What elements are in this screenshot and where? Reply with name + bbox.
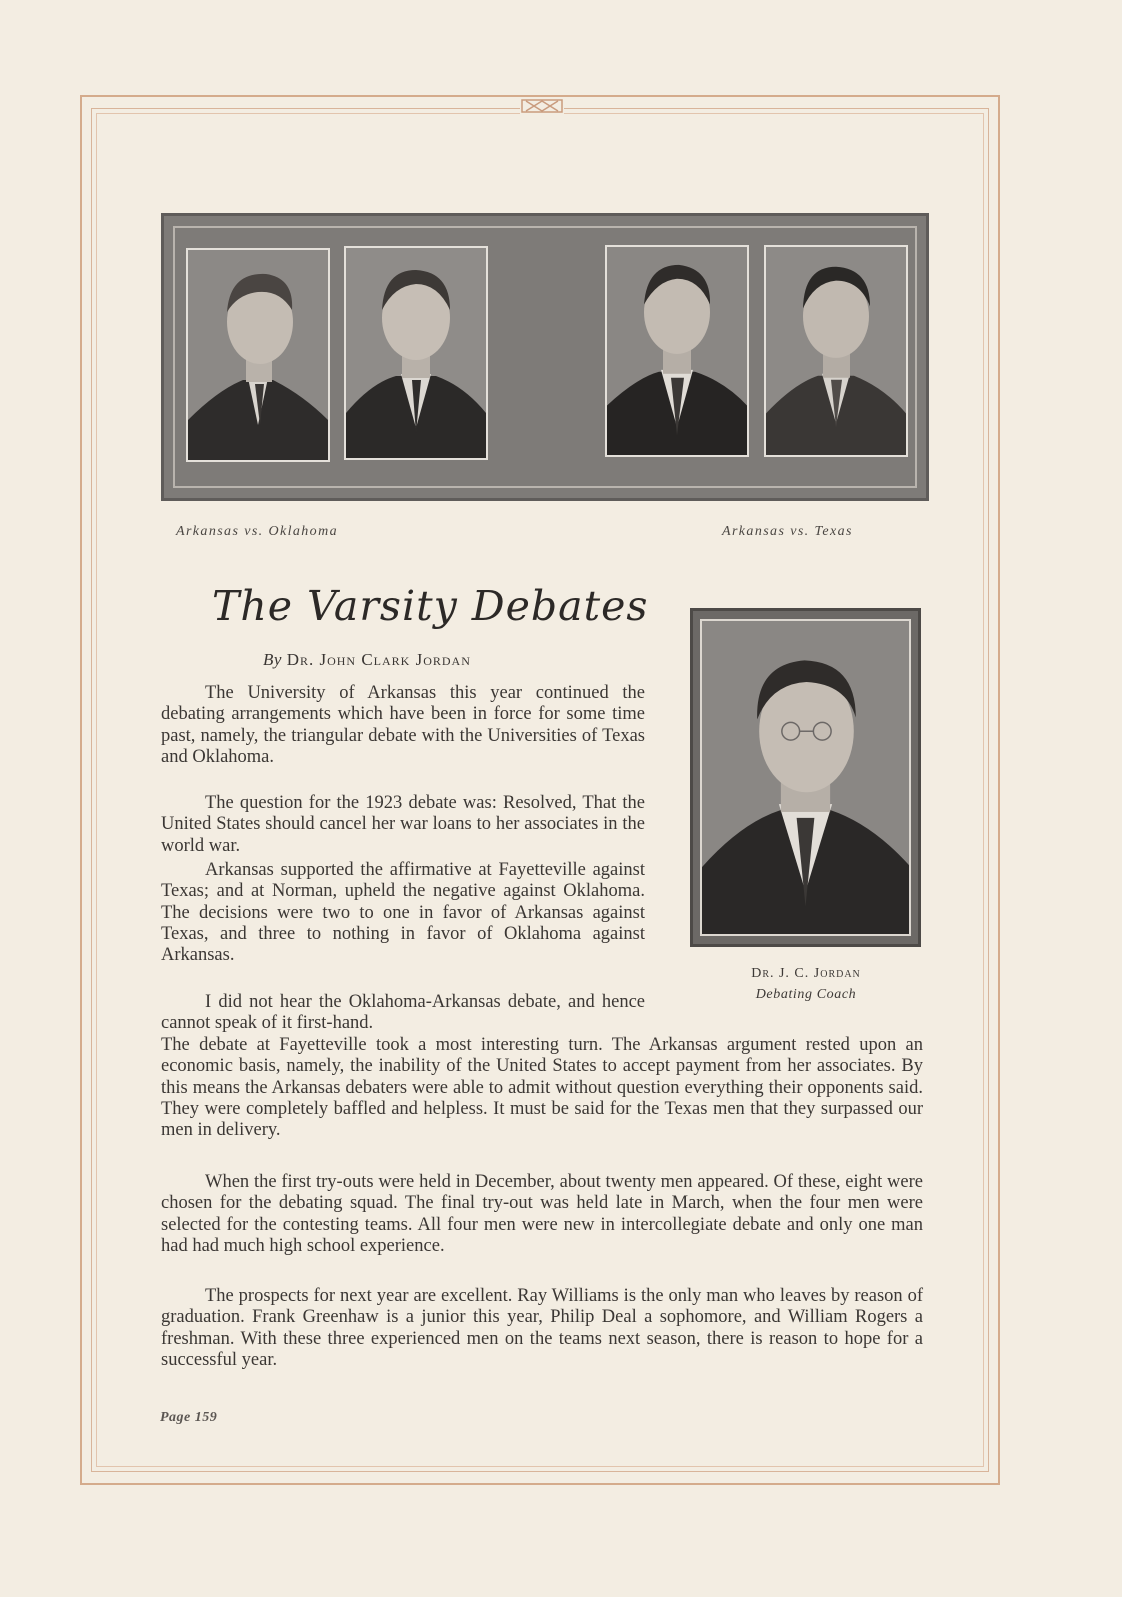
- coach-role: Debating Coach: [755, 987, 857, 1002]
- debater-portrait-4: [764, 245, 908, 457]
- article-title: The Varsity Debates: [212, 582, 649, 630]
- paragraph-6: The prospects for next year are excellent. Ray Williams is the only man who leaves by reason of graduation. Frank Greenhaw is a junior this year, Philip Deal a sophomore, and William Rogers a freshman. With these three experienced men on the teams next season, there is reason to hope for a successful year.: [161, 1286, 923, 1370]
- border-ornament-icon: [520, 97, 564, 115]
- debater-portrait-3: [605, 245, 749, 457]
- debater-portrait-1: [186, 248, 330, 462]
- byline-by: By: [263, 650, 282, 669]
- debaters-photo-strip: [161, 213, 929, 501]
- caption-arkansas-vs-texas: Arkansas vs. Texas: [722, 524, 853, 539]
- paragraph-5: When the first try-outs were held in December, about twenty men appeared. Of these, eight were chosen for the debating squad. The final try-out was held late in March, when the four men were selected for the contesting teams. All four men were new in intercollegiate debate and only one man had had much high school experience.: [161, 1172, 923, 1256]
- page-number: Page 159: [160, 1410, 218, 1425]
- paragraph-1: The University of Arkansas this year continued the debating arrangements which have been in force for some time past, namely, the triangular debate with the Universities of Texas and Oklahoma.: [161, 683, 645, 767]
- debater-portrait-2: [344, 246, 488, 460]
- coach-photo-frame: [690, 608, 921, 947]
- byline-author: Dr. John Clark Jordan: [286, 650, 471, 669]
- caption-arkansas-vs-oklahoma: Arkansas vs. Oklahoma: [176, 524, 338, 539]
- paragraph-4: I did not hear the Oklahoma-Arkansas debate, and hence cannot speak of it first-hand.: [161, 992, 645, 1034]
- paragraph-2: The question for the 1923 debate was: Resolved, That the United States should cancel her war loans to her associates in the world war.: [161, 793, 645, 856]
- coach-name: Dr. J. C. Jordan: [751, 966, 861, 981]
- coach-portrait: [700, 619, 911, 936]
- paragraph-4-continued: The debate at Fayetteville took a most interesting turn. The Arkansas argument rested upon an economic basis, namely, the inability of the United States to accept payment from her associates. By this means the Arkansas debaters were able to admit without question everything their opponents said. They were completely baffled and helpless. It must be said for the Texas men that they surpassed our men in delivery.: [161, 1035, 923, 1141]
- paragraph-3: Arkansas supported the affirmative at Fayetteville against Texas; and at Norman, upheld the negative against Oklahoma. The decisions were two to one in favor of Arkansas against Texas, and three to nothing in favor of Oklahoma against Arkansas.: [161, 860, 645, 966]
- byline: [263, 650, 471, 670]
